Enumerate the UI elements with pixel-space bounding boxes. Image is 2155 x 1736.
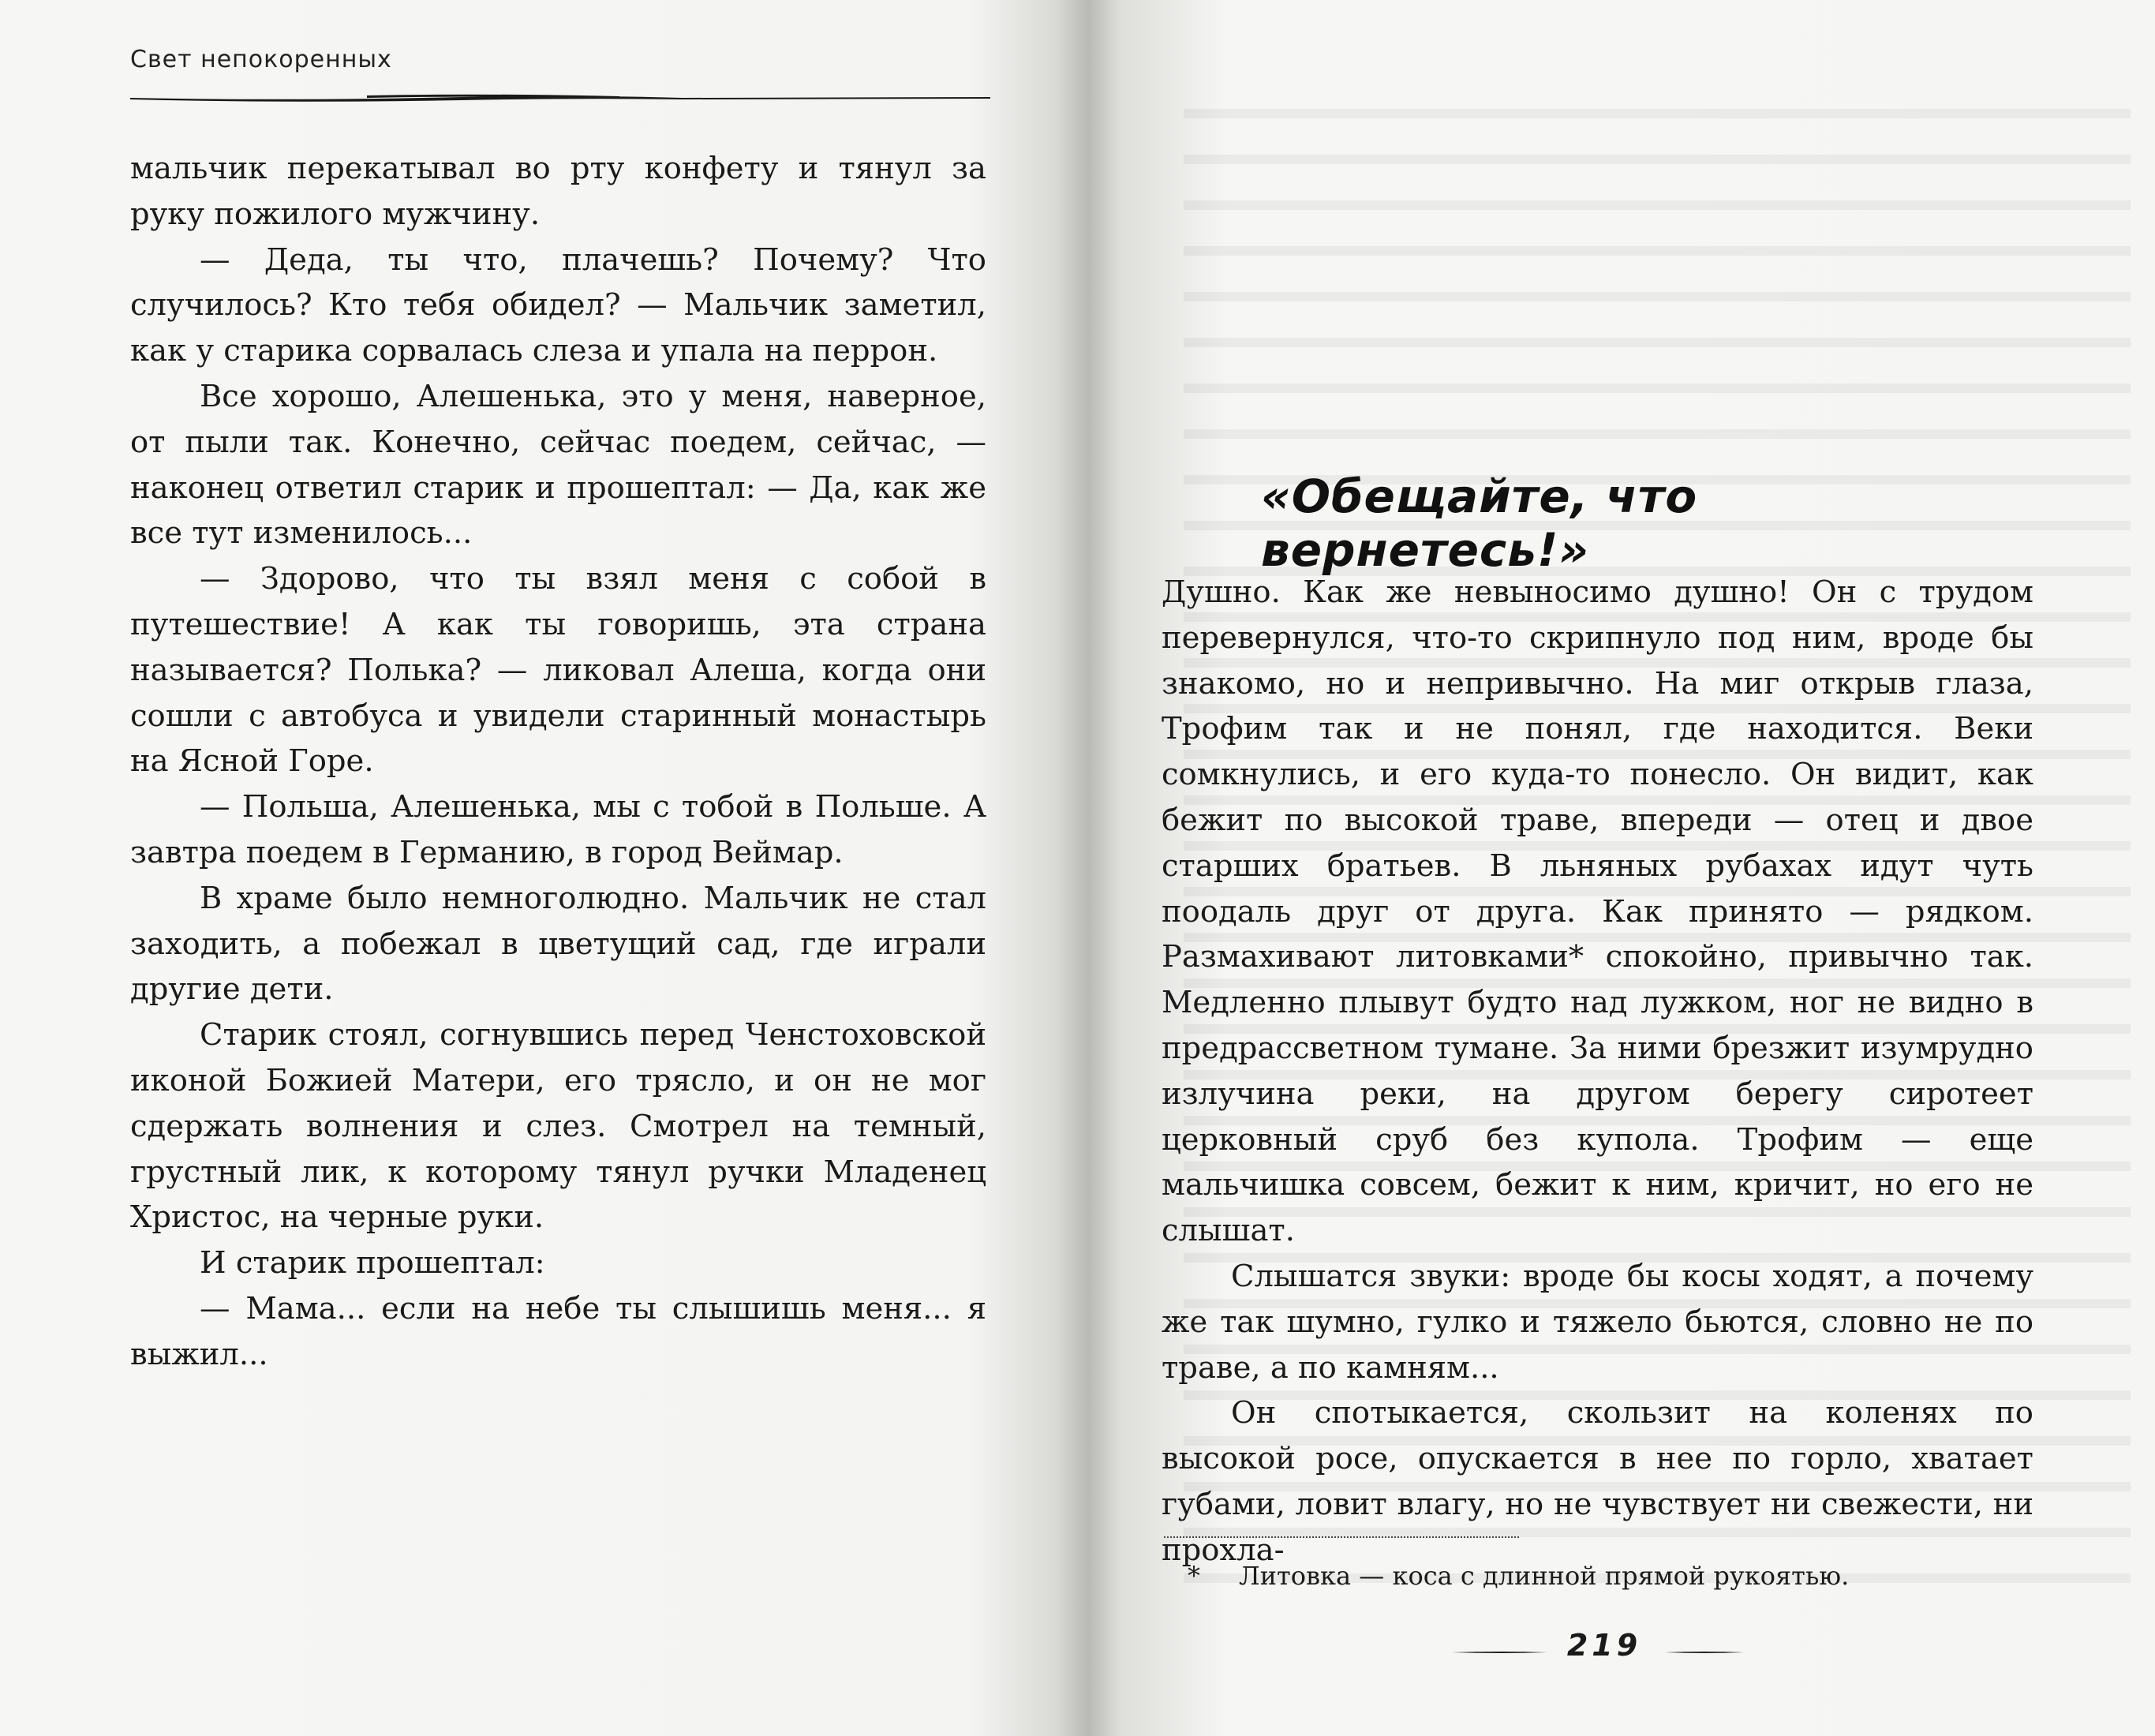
chapter-title: «Обещайте, что вернетесь!»	[1261, 470, 1698, 577]
right-body-text	[1162, 570, 2033, 1573]
page-number: 219	[1566, 1628, 1642, 1663]
paragraph: И старик прошептал:	[200, 1245, 545, 1281]
running-head: Свет непокоренных	[130, 46, 392, 73]
paragraph: — Польша, Алешенька, мы с тобой в Польше. А завтра поедем в Германию, в город Веймар.	[130, 789, 986, 870]
paragraph: — Здорово, что ты взял меня с собой в путешествие! А как ты говоришь, эта страна называется? Полька? — ликовал Алеша, когда они сошли с автобуса и увидели старинный монастырь на Ясной Горе.	[130, 561, 986, 780]
paragraph: Слышатся звуки: вроде бы косы ходят, а почему же так шумно, гулко и тяжело бьются, словно не по траве, а по камням...	[1162, 1258, 2033, 1386]
footnote-separator	[1164, 1536, 1519, 1538]
footnote-marker: *	[1188, 1561, 1200, 1591]
header-brush-rule	[130, 93, 990, 104]
footnote	[1188, 1560, 1977, 1592]
footnote-text: Литовка — коса с длинной прямой рукоятью.	[1239, 1561, 1850, 1591]
left-page	[0, 0, 1042, 1736]
paragraph: Он спотыкается, скользит на коленях по высокой росе, опускается в нее по горло, хватает губами, ловит влагу, но не чувствует ни свежести, ни прохла-	[1162, 1395, 2033, 1568]
right-page	[1042, 0, 2155, 1736]
paragraph: — Деда, ты что, плачешь? Почему? Что случилось? Кто тебя обидел? — Мальчик заметил, как у старика сорвалась слеза и упала на перрон.	[130, 241, 986, 369]
folio-rule-left	[1452, 1651, 1547, 1654]
paragraph: Душно. Как же невыносимо душно! Он с трудом перевернулся, что-то скрипнуло под ним, вроде бы знакомо, но и непривычно. На миг открыв глаза, Трофим так и не понял, где находится. Веки сомкнулись, и его куда-то понесло. Он видит, как бежит по высокой траве, впереди — отец и двое старших братьев. В льняных рубахах идут чуть поодаль друг от друга. Как принято — рядком. Размахивают литовками* спокойно, привычно так. Медленно плывут будто над лужком, ног не видно в предрассветном тумане. За ними брезжит изумрудно излучина реки, на другом берегу сиротеет церковный сруб без купола. Трофим — еще мальчишка совсем, бежит к ним, кричит, но его не слышат.	[1162, 574, 2033, 1249]
paragraph: — Мама... если на небе ты слышишь меня... я выжил...	[130, 1290, 986, 1372]
paragraph: Старик стоял, согнувшись перед Ченстоховской иконой Божией Матери, его трясло, и он не мог сдержать волнения и слез. Смотрел на темный, грустный лик, к которому тянул ручки Младенец Христос, на черные руки.	[130, 1017, 986, 1236]
paragraph: мальчик перекатывал во рту конфету и тянул за руку пожилого мужчину.	[130, 151, 986, 232]
paragraph: Все хорошо, Алешенька, это у меня, наверное, от пыли так. Конечно, сейчас поедем, сейчас, — наконец ответил старик и прошептал: — Да, как же все тут изменилось...	[130, 378, 986, 552]
folio-rule-right	[1665, 1651, 1744, 1654]
paragraph: В храме было немноголюдно. Мальчик не стал заходить, а побежал в цветущий сад, где играли другие дети.	[130, 880, 986, 1008]
left-body-text	[130, 146, 986, 1378]
